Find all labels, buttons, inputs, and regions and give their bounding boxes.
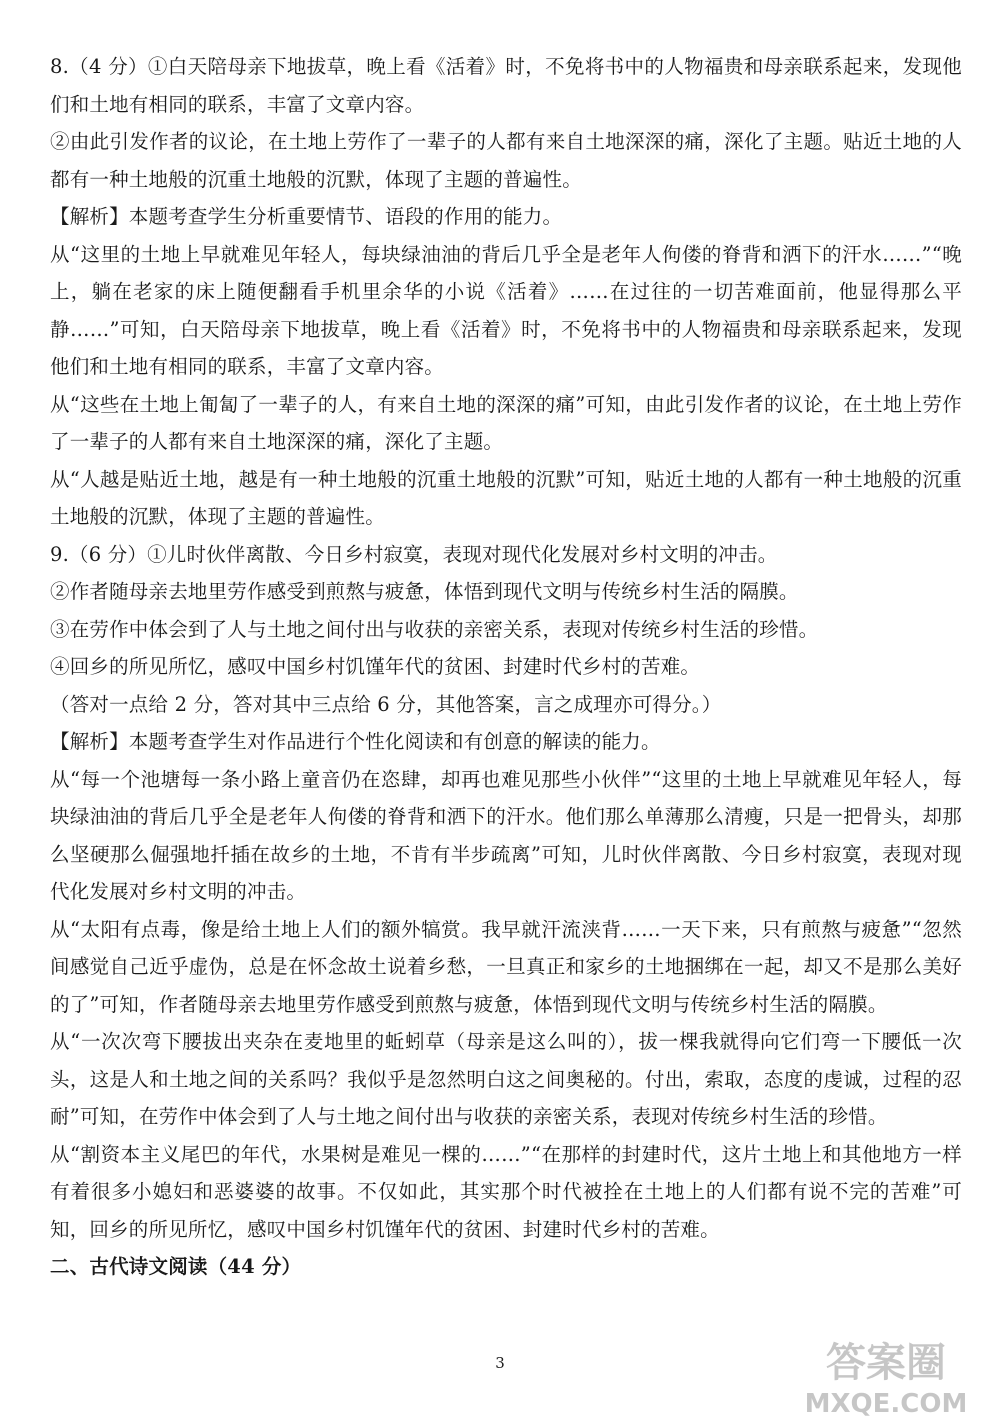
analysis-8-heading: 【解析】本题考查学生分析重要情节、语段的作用的能力。 xyxy=(50,205,563,228)
answer-9-point-1: 9.（6 分）①儿时伙伴离散、今日乡村寂寞，表现对现代化发展对乡村文明的冲击。 xyxy=(50,542,778,566)
analysis-9-paragraph-1: 从“每一个池塘每一条小路上童音仍在恣肆，却再也难见那些小伙伴”“这里的土地上早就难见年轻人，每块绿油油的背后几乎全是老年人佝偻的脊背和洒下的汗水。他们那么单薄那么清瘦，只是一把骨头，却那么坚硬那么倔强地扦插在故乡的土地，不肯有半步疏离”可知，儿时伙伴离散、今日乡村寂寞，表现对现代化发展对乡村文明的冲击。 xyxy=(50,767,962,903)
answer-9-scoring-note: （答对一点给 2 分，答对其中三点给 6 分，其他答案，言之成理亦可得分。） xyxy=(50,692,722,716)
analysis-8-paragraph-3: 从“人越是贴近土地，越是有一种土地般的沉重土地般的沉默”可知，贴近土地的人都有一种土地般的沉重土地般的沉默，体现了主题的普遍性。 xyxy=(50,467,962,528)
page-number: 3 xyxy=(495,1354,505,1372)
answer-9-point-4: ④回乡的所见所忆，感叹中国乡村饥馑年代的贫困、封建时代乡村的苦难。 xyxy=(50,655,701,678)
analysis-8-paragraph-1: 从“这里的土地上早就难见年轻人，每块绿油油的背后几乎全是老年人佝偻的脊背和洒下的汗水……”“晚上，躺在老家的床上随便翻看手机里余华的小说《活着》……在过往的一切苦难面前，他显得那么平静……”可知，白天陪母亲下地拔草，晚上看《活着》时，不免将书中的人物福贵和母亲联系起来，发现他们和土地有相同的联系，丰富了文章内容。 xyxy=(50,242,962,378)
watermark-title: 答案圈 xyxy=(826,1340,946,1386)
answer-8-point-1: 8.（4 分）①白天陪母亲下地拔草，晚上看《活着》时，不免将书中的人物福贵和母亲联系起来，发现他们和土地有相同的联系，丰富了文章内容。 xyxy=(50,55,962,116)
analysis-9-paragraph-4: 从“割资本主义尾巴的年代，水果树是难见一棵的……”“在那样的封建时代，这片土地上和其他地方一样有着很多小媳妇和恶婆婆的故事。不仅如此，其实那个时代被拴在土地上的人们都有说不完的苦难”可知，回乡的所见所忆，感叹中国乡村饥馑年代的贫困、封建时代乡村的苦难。 xyxy=(50,1142,962,1241)
analysis-9-heading: 【解析】本题考查学生对作品进行个性化阅读和有创意的解读的能力。 xyxy=(50,730,661,753)
analysis-9-paragraph-3: 从“一次次弯下腰拔出夹杂在麦地里的蚯蚓草（母亲是这么叫的），拔一棵我就得向它们弯一下腰低一次头，这是人和土地之间的关系吗？我似乎是忽然明白这之间奥秘的。付出，索取，态度的虔诚，过程的忍耐”可知，在劳作中体会到了人与土地之间付出与收获的亲密关系，表现对传统乡村生活的珍惜。 xyxy=(50,1030,962,1128)
analysis-9-paragraph-2: 从“太阳有点毒，像是给土地上人们的额外犒赏。我早就汗流浃背……一天下来，只有煎熬与疲惫”“忽然间感觉自己近乎虚伪，总是在怀念故土说着乡愁，一旦真正和家乡的土地捆绑在一起，却又不是那么美好的了”可知，作者随母亲去地里劳作感受到煎熬与疲惫，体悟到现代文明与传统乡村生活的隔膜。 xyxy=(50,917,962,1016)
analysis-8-paragraph-2: 从“这些在土地上匍匐了一辈子的人，有来自土地的深深的痛”可知，由此引发作者的议论，在土地上劳作了一辈子的人都有来自土地深深的痛，深化了主题。 xyxy=(50,392,962,453)
answer-9-point-2: ②作者随母亲去地里劳作感受到煎熬与疲惫，体悟到现代文明与传统乡村生活的隔膜。 xyxy=(50,580,799,603)
answer-8-point-2: ②由此引发作者的议论，在土地上劳作了一辈子的人都有来自土地深深的痛，深化了主题。贴近土地的人都有一种土地般的沉重土地般的沉默，体现了主题的普遍性。 xyxy=(50,130,962,191)
watermark-url: MXQE.COM xyxy=(804,1389,968,1419)
answer-document xyxy=(50,48,962,1286)
answer-9-point-3: ③在劳作中体会到了人与土地之间付出与收获的亲密关系，表现对传统乡村生活的珍惜。 xyxy=(50,617,819,641)
section-heading: 二、古代诗文阅读（44 分） xyxy=(50,1255,302,1278)
watermark-logo xyxy=(786,1326,986,1422)
